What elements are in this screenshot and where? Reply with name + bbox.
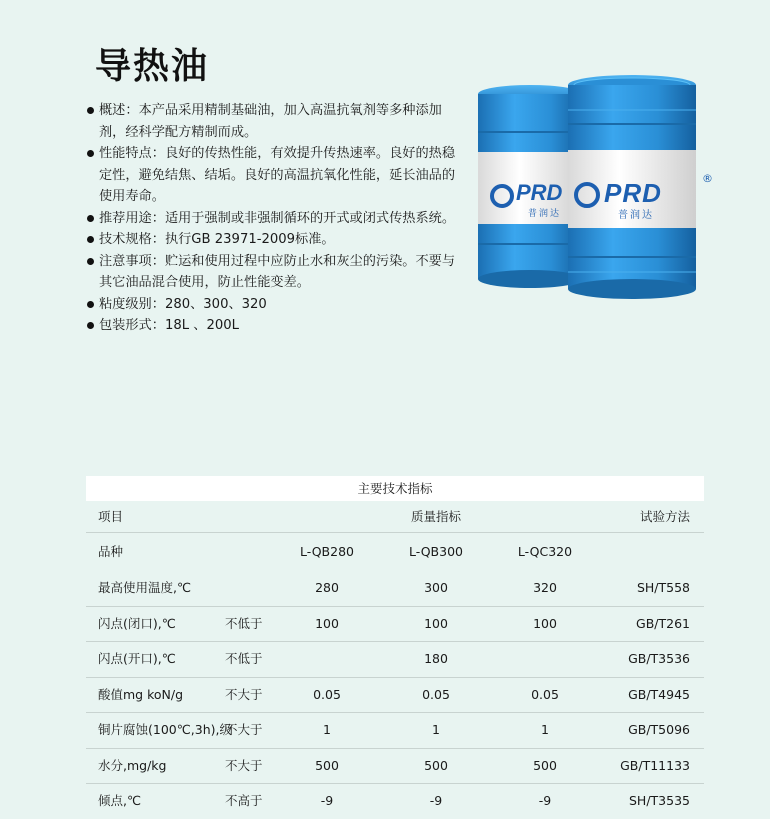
table-header-row (86, 501, 704, 533)
table-row (86, 642, 704, 678)
cell-value: 1 (541, 722, 549, 737)
cell-method: GB/T261 (636, 615, 690, 631)
cell-limit: 不大于 (225, 686, 263, 702)
table-row-variety (86, 533, 704, 571)
cell-limit: 不高于 (225, 793, 263, 808)
list-item-text: 良好的传热性能，有效提升传热速率。良好的热稳定性，避免结焦、结垢。良好的高温抗氧化性能，延长油品的使用寿命。 (99, 146, 456, 204)
cell-method: SH/T558 (636, 580, 690, 595)
list-item-overview (86, 100, 458, 143)
cell-value: -9 (320, 793, 334, 808)
list-item-text: 执行GB 23971-2009标准。 (164, 232, 335, 247)
list-item-label: 性能特点： (99, 146, 165, 161)
cell-value: 100 (533, 615, 557, 631)
list-item-text: 贮运和使用过程中应防止水和灰尘的污染。不要与其它油品混合使用，防止性能变差。 (99, 253, 456, 290)
cell-value: -9 (429, 793, 443, 808)
cell-limit: 不低于 (225, 615, 263, 631)
cell-name: 品种 (98, 544, 124, 559)
header-method: 试验方法 (639, 509, 690, 524)
brand-logo-text: PRD (516, 180, 563, 205)
list-item-text: 280、300、320 (164, 296, 267, 312)
table-row (86, 678, 704, 714)
list-item-viscosity (86, 294, 458, 316)
header-quality: 质量指标 (410, 509, 461, 524)
list-item-text: 本产品采用精制基础油，加入高温抗氧剂等多种添加剂，经科学配方精制而成。 (99, 103, 442, 140)
cell-value: 100 (424, 615, 448, 631)
list-item-label: 粘度级别： (99, 296, 165, 312)
list-item-label: 包装形式： (99, 318, 165, 333)
prd-logo-icon (574, 182, 600, 208)
cell-name: 最高使用温度,℃ (98, 580, 192, 595)
list-item-label: 推荐用途： (99, 210, 165, 226)
cell-value: 500 (424, 757, 448, 773)
cell-value: 280 (315, 580, 339, 595)
cell-name: 酸值mg koN/g (98, 686, 184, 702)
table-row (86, 571, 704, 607)
cell-name: 闪点(开口),℃ (98, 651, 176, 666)
list-item-text: 适用于强制或非强制循环的开式或闭式传热系统。 (164, 210, 456, 226)
list-item-label: 注意事项： (99, 253, 165, 269)
cell-method: SH/T3535 (629, 793, 690, 808)
cell-value: -9 (538, 793, 552, 808)
cell-value: 300 (424, 580, 448, 595)
cell-limit: 不大于 (225, 722, 263, 737)
brand-sub-text: 普润达 (618, 210, 654, 221)
cell-name: 水分,mg/kg (98, 757, 167, 773)
cell-value: 0.05 (531, 686, 559, 702)
registered-mark: ® (702, 172, 713, 185)
brand-logo-front (574, 172, 714, 222)
cell-method: GB/T3536 (628, 651, 690, 666)
cell-value: 0.05 (313, 686, 341, 702)
brand-logo-text: PRD (604, 178, 662, 208)
cell-value: 1 (323, 722, 331, 737)
list-item-label: 概述： (99, 103, 139, 118)
page-title: 导热油 (95, 46, 210, 87)
list-item-packaging (86, 315, 458, 337)
list-item-text: 18L 、200L (164, 318, 239, 333)
cell-method: GB/T4945 (628, 686, 690, 702)
cell-name: 铜片腐蚀(100℃,3h),级 (98, 722, 232, 737)
spec-table (86, 476, 704, 819)
cell-limit: 不低于 (225, 651, 263, 666)
table-row (86, 713, 704, 749)
header-item: 项目 (98, 509, 124, 524)
cell-value: 500 (533, 757, 557, 773)
brand-sub-text: 普润达 (528, 209, 562, 219)
cell-value: 500 (315, 757, 339, 773)
list-item-usage (86, 208, 458, 230)
cell-value: 1 (432, 722, 440, 737)
table-row (86, 784, 704, 819)
cell-method: GB/T11133 (620, 757, 690, 773)
cell-value: 100 (315, 615, 339, 631)
description-list (86, 100, 458, 337)
list-item-spec (86, 229, 458, 251)
cell-grade: L-QC320 (517, 544, 573, 559)
list-item-label: 技术规格： (99, 232, 165, 247)
cell-value: 320 (533, 580, 557, 595)
cell-grade: L-QB280 (300, 544, 354, 559)
list-item-notes (86, 251, 458, 294)
table-row (86, 607, 704, 643)
prd-logo-icon (490, 184, 514, 208)
table-row (86, 749, 704, 785)
cell-method: GB/T5096 (628, 722, 690, 737)
cell-value: 180 (424, 651, 448, 666)
cell-name: 闪点(闭口),℃ (98, 615, 176, 631)
cell-limit: 不大于 (225, 757, 263, 773)
brand-logo-back (490, 180, 570, 220)
cell-value: 0.05 (422, 686, 450, 702)
cell-name: 倾点,℃ (98, 793, 142, 808)
list-item-features (86, 143, 458, 208)
table-title: 主要技术指标 (86, 476, 704, 501)
cell-grade: L-QB300 (409, 544, 463, 559)
